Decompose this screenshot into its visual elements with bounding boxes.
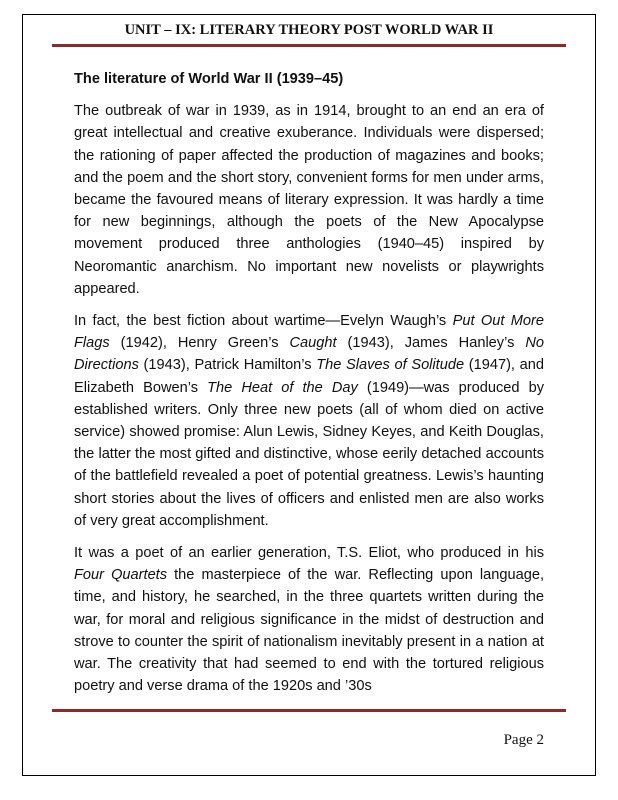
paragraph-1: The outbreak of war in 1939, as in 1914, brought to an end an era of great intellectual and creative exuberance. Individuals were dispersed; the rationing of paper affected the production of magazines and books; and the poem and the short story, convenient forms for men under arms, became the favoured means of literary expression. It was hardly a time for new beginnings, although the poets of the New Apocalypse movement produced three anthologies (1940–45) inspired by Neoromantic anarchism. No important new novelists or playwrights appeared. [74,103,544,297]
paragraph-3-text: the masterpiece of the war. Reflecting upon language, time, and history, he searched, in the three quartets written during the war, for moral and religious significance in the midst of destruction and strove to counter the spirit of nationalism inevitably present in a nation at war. The creativity that had seemed to end with the tortured religious poetry and verse drama of the 1920s and ’30s [74,567,544,695]
paragraph-2-text: (1947), and Elizabeth Bowen’s [74,357,544,396]
book-title: Caught [289,335,337,352]
book-title: Put Out More Flags [74,313,544,352]
section-heading: The literature of World War II (1939–45) [74,71,344,87]
paragraph-2-text: (1949)—was produced by established writers. Only three new poets (all of whom died on active service) showed promise: Alun Lewis, Sidney Keyes, and Keith Douglas, the latter the most gifted and distinctive, whose eerily detached accounts of the battlefield revealed a poet of potential greatness. Lewis’s haunting short stories about the lives of officers and enlisted men are also works of very great accomplishment. [74,379,545,529]
book-title: Four Quartets [74,567,168,584]
page-header: UNIT – IX: LITERARY THEORY POST WORLD WAR II [124,22,494,38]
paragraph-2-text: (1942), Henry Green’s [109,335,290,352]
book-title: No Directions [74,335,544,374]
page-number: Page 2 [503,732,544,748]
paragraph-2 [74,310,544,532]
book-title: The Heat of the Day [207,379,358,396]
header-rule [52,44,566,47]
book-title: The Slaves of Solitude [316,357,465,374]
page-content [74,68,544,707]
paragraph-2-text: (1943), Patrick Hamilton’s [138,357,317,374]
paragraph-2-text: (1943), James Hanley’s [336,335,526,352]
paragraph-3 [74,542,544,697]
footer-rule [52,709,566,712]
paragraph-2-text: In fact, the best fiction about wartime—Evelyn Waugh’s [74,313,453,330]
paragraph-3-text: It was a poet of an earlier generation, T.S. Eliot, who produced in his [74,545,544,562]
